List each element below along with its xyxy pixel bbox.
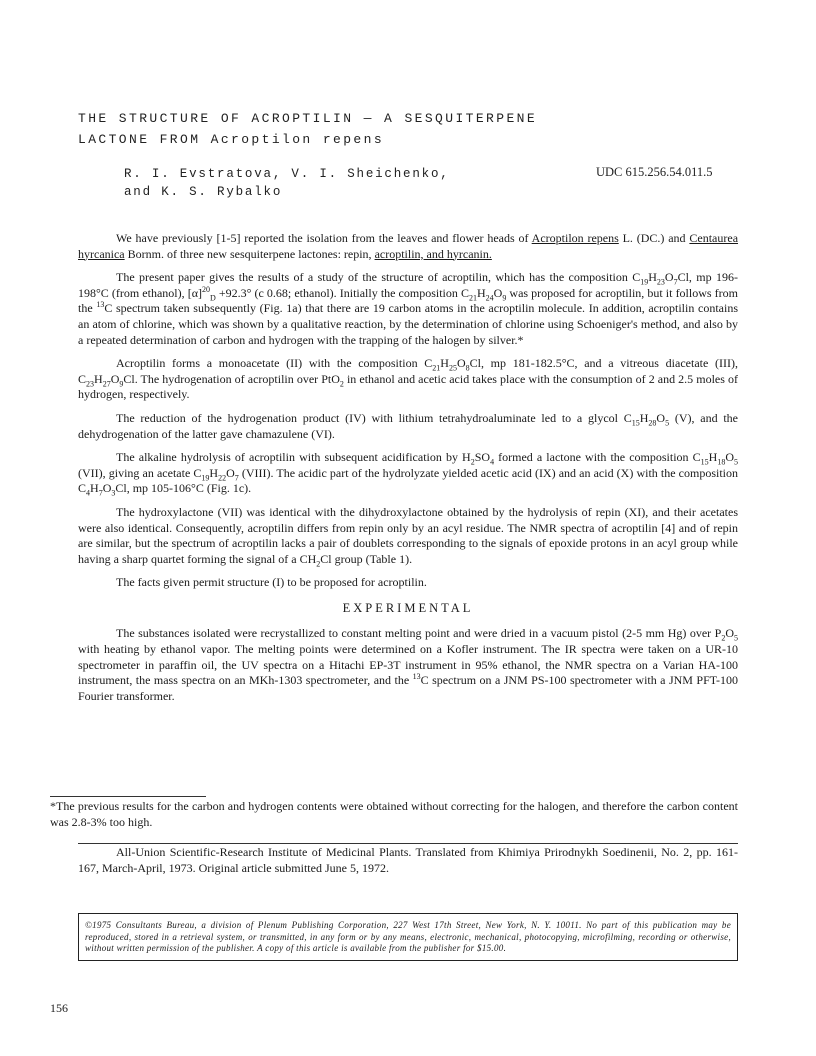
author-list [124, 165, 450, 201]
affiliation-rule [78, 843, 738, 844]
copyright-notice: ©1975 Consultants Bureau, a division of Plenum Publishing Corporation, 227 West 17th Street, New York, N. Y. 10011. No part of this publication may be reproduced, stored in a retrieval system, or transmitted, in any form or by any means, electronic, mechanical, photocopying, microfilming, recording or otherwise, without written permission of the publisher. A copy of this article is available from the publisher for $15.00. [78, 913, 738, 961]
affiliation [78, 845, 738, 876]
authors-line-2: and K. S. Rybalko [124, 185, 283, 199]
paragraph-7: The facts given permit structure (I) to be proposed for acroptilin. [116, 575, 427, 590]
affiliation-text: All-Union Scientific-Research Institute of Medicinal Plants. Translated from Khimiya Prirodnykh Soedinenii, No. 2, pp. 161-167, March-April, 1973. Original article submitted June 5, 1972. [78, 845, 738, 875]
udc-code: UDC 615.256.54.011.5 [596, 165, 713, 179]
article-title [78, 108, 738, 150]
title-line-2: LACTONE FROM Acroptilon repens [78, 132, 385, 147]
paragraph-3: Acroptilin forms a monoacetate (II) with the composition $C_{21}H_{25}O_8Cl$, mp 181-182.5°C, and a vitreous diacetate (III), $C_{23}H_{27}O_9Cl$. The hydrogenation of acroptilin over PtO$_2$ in ethanol and acetic acid takes place with the consumption of 2 and 2.5 moles of hydrogen, respectively. [78, 356, 738, 402]
title-line-1: THE STRUCTURE OF ACROPTILIN — A SESQUITERPENE [78, 111, 538, 126]
paragraph-5: The alkaline hydrolysis of acroptilin with subsequent acidification by $H_2SO_4$ formed a lactone with the composition $C_{15}H_{18}O_5$ (VII), giving an acetate $C_{19}H_{22}O_7$ (VIII). The acidic part of the hydrolyzate yielded acetic acid (IX) and an acid (X) with the composition $C_4H_7O_3Cl$, mp 105-106°C (Fig. 1c). [78, 450, 739, 498]
paragraph-2: The present paper gives the results of a study of the structure of acroptilin, which has the composition $C_{19}H_{23}O_7Cl$, mp 196-198°C (from ethanol), $[\alpha]^{20}_D +92.3^\circ$ (c 0.68; ethanol). Initially the composition $C_{21}H_{24}O_9$ was proposed for acroptilin, but it follows from the $^{13}$C spectrum taken subsequently (Fig. 1a) that there are 19 carbon atoms in the acroptilin molecule. In addition, acroptilin contains an atom of chlorine, which was shown by a qualitative reaction, by the determination of chlorine using Schoeniger's method, and also by a repeated determination of carbon and hydrogen with the trapping of the halogen by silver.* [78, 270, 739, 347]
footnote: *The previous results for the carbon and hydrogen contents were obtained without correcting for the halogen, and therefore the carbon content was 2.8-3% too high. [50, 799, 738, 829]
section-heading-experimental: EXPERIMENTAL [342, 600, 474, 615]
paragraph-4: The reduction of the hydrogenation product (IV) with lithium tetrahydroaluminate led to a glycol $C_{15}H_{28}O_5$ (V), and the dehydrogenation of the latter gave chamazulene (VI). [78, 410, 738, 441]
article-body [78, 231, 738, 704]
paragraph-1: We have previously [1-5] reported the isolation from the leaves and flower heads of Acroptilon repens L. (DC.) and Centaurea hyrcanica Bornm. of three new sesquiterpene lactones: repin, acroptilin, and hyrcanin. [78, 231, 739, 261]
paragraph-6: The hydroxylactone (VII) was identical with the dihydroxylactone obtained by the hydrolysis of repin (XI), and their acetates were also identical. Consequently, acroptilin differs from repin only by an acyl residue. The NMR spectra of acroptilin [4] and of repin are similar, but the spectrum of acroptilin lacks a pair of doublets corresponding to the signals of epoxide protons in an acyl group while having a sharp quartet forming the signal of a $CH_2Cl$ group (Table 1). [78, 504, 738, 569]
authors-line-1: R. I. Evstratova, V. I. Sheichenko, [124, 167, 450, 181]
page-number: 156 [50, 1001, 68, 1015]
footnote-rule [50, 796, 206, 797]
paragraph-8: The substances isolated were recrystallized to constant melting point and were dried in a vacuum pistol (2-5 mm Hg) over $P_2O_5$ with heating by ethanol vapor. The melting points were determined on a Kofler instrument. The IR spectra were taken on a UR-10 spectrometer in paraffin oil, the UV spectra on a Hitachi EP-3T instrument in 95% ethanol, the NMR spectra on a Varian HA-100 instrument, the mass spectra on an MKh-1303 spectrometer, and the $^{13}$C spectrum on a JNM PS-100 spectrometer with a JNM PFT-100 Fourier transformer. [78, 626, 738, 703]
